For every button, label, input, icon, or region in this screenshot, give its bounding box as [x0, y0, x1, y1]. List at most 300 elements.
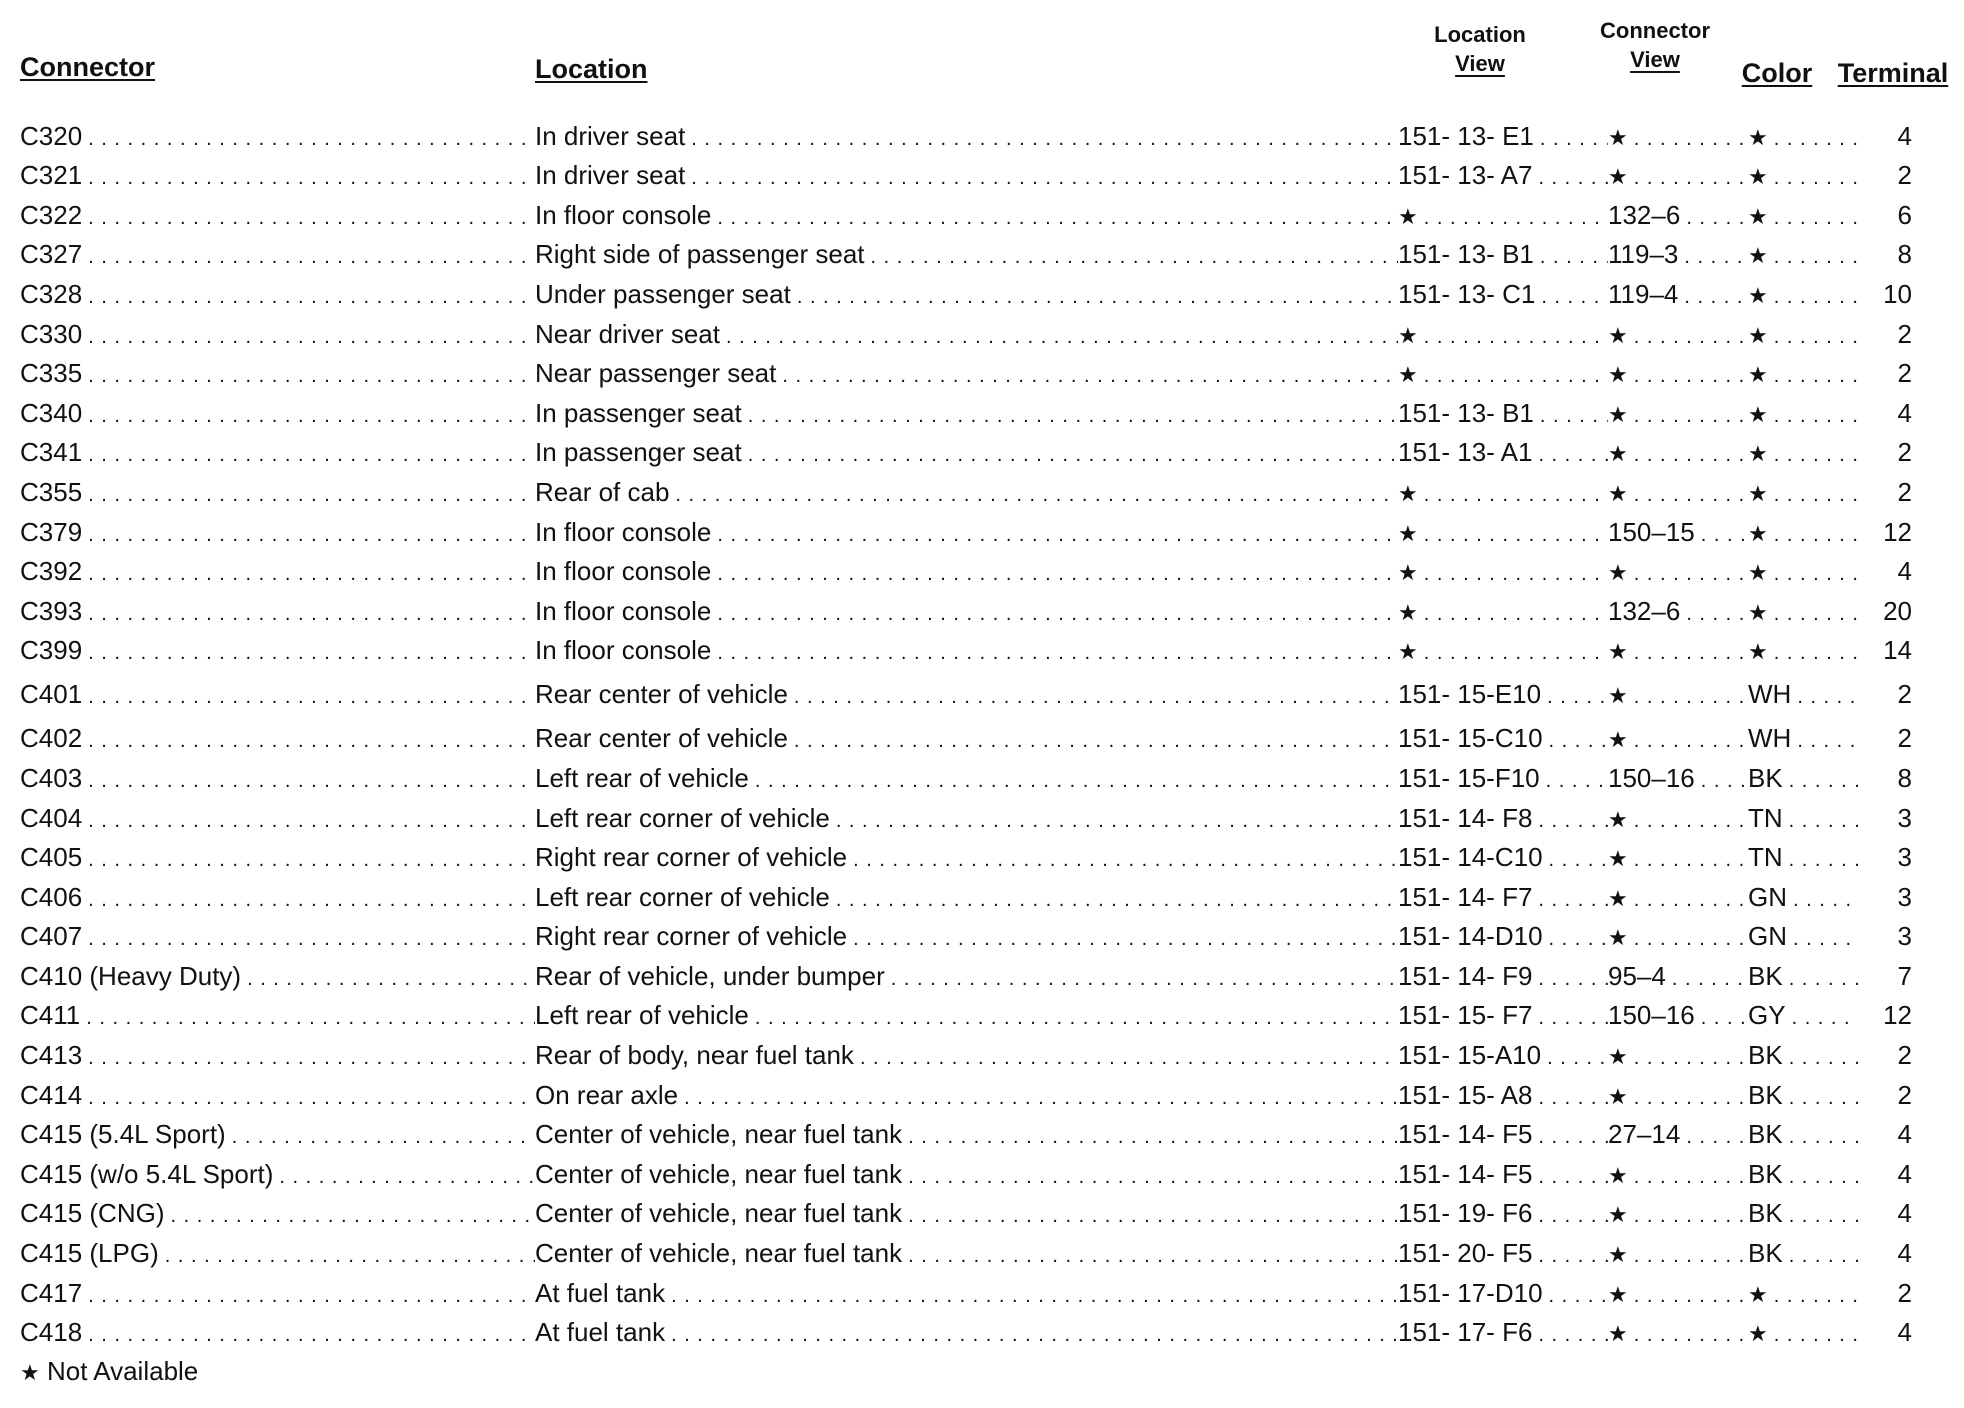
- cell-terminal: [1858, 1000, 1918, 1031]
- cell-color: [1748, 635, 1858, 666]
- cell-color-text: ★: [1748, 362, 1768, 388]
- dot-leader: [88, 556, 535, 587]
- dot-leader: [1793, 882, 1858, 913]
- header-connector-view-line1: Connector: [1600, 18, 1710, 43]
- cell-terminal-text: 4: [1897, 556, 1912, 587]
- cell-location-text: Left rear of vehicle: [535, 762, 749, 793]
- cell-connector-view-text: ★: [1608, 1162, 1628, 1188]
- dot-leader: [1549, 723, 1608, 754]
- dot-leader: [1789, 1080, 1858, 1111]
- table-row: [20, 794, 1950, 834]
- cell-connector-view: [1608, 961, 1748, 992]
- dot-leader: [88, 1040, 535, 1071]
- cell-terminal-text: 8: [1897, 762, 1912, 793]
- cell-color: [1748, 1238, 1858, 1269]
- dot-leader: [88, 398, 535, 429]
- cell-location-text: Left rear of vehicle: [535, 1000, 749, 1031]
- star-icon: ★: [20, 1360, 40, 1385]
- table-row: [20, 389, 1950, 429]
- dot-leader: [1424, 517, 1608, 548]
- table-row: [20, 873, 1950, 913]
- dot-leader: [88, 763, 535, 794]
- table-row: [20, 710, 1950, 754]
- dot-leader: [1774, 477, 1858, 508]
- cell-location-view: [1398, 679, 1608, 710]
- cell-color-text: ★: [1748, 1321, 1768, 1347]
- cell-location-text: On rear axle: [535, 1079, 679, 1110]
- cell-terminal: [1858, 803, 1918, 834]
- cell-connector-text: C410 (Heavy Duty): [20, 960, 242, 991]
- cell-terminal: [1858, 1159, 1918, 1190]
- dot-leader: [1549, 1278, 1608, 1309]
- cell-location-text: Rear of cab: [535, 476, 670, 507]
- dot-leader: [1634, 635, 1748, 666]
- cell-color-text: BK: [1748, 1079, 1783, 1110]
- cell-location-view-text: 151- 14- F9: [1398, 960, 1533, 991]
- cell-color: [1748, 160, 1858, 191]
- dot-leader: [1424, 596, 1608, 627]
- cell-location: [535, 1119, 1398, 1150]
- cell-color-text: ★: [1748, 520, 1768, 546]
- dot-leader: [88, 842, 535, 873]
- cell-color-text: ★: [1748, 282, 1768, 308]
- cell-location-text: In driver seat: [535, 160, 686, 191]
- cell-location-text: At fuel tank: [535, 1277, 666, 1308]
- cell-connector: [20, 961, 535, 992]
- cell-color-text: ★: [1748, 560, 1768, 586]
- table-row: [20, 231, 1950, 271]
- cell-connector: [20, 1119, 535, 1150]
- dot-leader: [1774, 437, 1858, 468]
- dot-leader: [671, 1278, 1398, 1309]
- cell-location: [535, 763, 1398, 794]
- dot-leader: [794, 723, 1398, 754]
- cell-color: [1748, 200, 1858, 231]
- table-row: [20, 508, 1950, 548]
- cell-color: [1748, 121, 1858, 152]
- cell-location-view-text: ★: [1398, 599, 1418, 625]
- cell-connector-text: C413: [20, 1040, 83, 1071]
- dot-leader: [1540, 239, 1608, 270]
- cell-connector: [20, 842, 535, 873]
- cell-connector: [20, 279, 535, 310]
- dot-leader: [1538, 1198, 1608, 1229]
- header-connector: Connector: [20, 52, 155, 82]
- cell-location-view: [1398, 437, 1608, 468]
- cell-connector-view-text: ★: [1608, 322, 1628, 348]
- cell-location-text: Center of vehicle, near fuel tank: [535, 1198, 903, 1229]
- cell-terminal: [1858, 763, 1918, 794]
- dot-leader: [1686, 200, 1748, 231]
- cell-location-text: Near driver seat: [535, 318, 720, 349]
- table-row: [20, 1031, 1950, 1071]
- dot-leader: [1634, 556, 1748, 587]
- dot-leader: [1549, 921, 1608, 952]
- cell-color: [1748, 723, 1858, 754]
- cell-location-view-text: ★: [1398, 560, 1418, 586]
- cell-terminal: [1858, 517, 1918, 548]
- cell-connector-view: [1608, 1159, 1748, 1190]
- table-row: [20, 1071, 1950, 1111]
- cell-location: [535, 803, 1398, 834]
- dot-leader: [1792, 1000, 1858, 1031]
- dot-leader: [1774, 635, 1858, 666]
- cell-color-text: BK: [1748, 762, 1783, 793]
- cell-connector-text: C328: [20, 278, 83, 309]
- dot-leader: [1424, 556, 1608, 587]
- dot-leader: [88, 1080, 535, 1111]
- cell-location-text: Rear center of vehicle: [535, 723, 788, 754]
- cell-location-view: [1398, 921, 1608, 952]
- cell-location-text: Left rear corner of vehicle: [535, 881, 830, 912]
- cell-terminal-text: 2: [1897, 1040, 1912, 1071]
- cell-location-text: Rear of vehicle, under bumper: [535, 960, 885, 991]
- cell-terminal-text: 7: [1897, 960, 1912, 991]
- dot-leader: [88, 121, 535, 152]
- dot-leader: [1684, 279, 1748, 310]
- cell-location: [535, 1317, 1398, 1348]
- dot-leader: [165, 1238, 535, 1269]
- cell-location: [535, 358, 1398, 389]
- dot-leader: [717, 556, 1398, 587]
- dot-leader: [1538, 437, 1608, 468]
- cell-location-view: [1398, 1159, 1608, 1190]
- dot-leader: [1538, 1317, 1608, 1348]
- cell-connector-view-text: ★: [1608, 124, 1628, 150]
- cell-location-text: Rear of body, near fuel tank: [535, 1040, 854, 1071]
- table-row: [20, 1229, 1950, 1269]
- cell-terminal: [1858, 961, 1918, 992]
- table-row: [20, 913, 1950, 953]
- cell-location-view-text: ★: [1398, 520, 1418, 546]
- cell-color-text: TN: [1748, 842, 1783, 873]
- dot-leader: [1424, 358, 1608, 389]
- cell-connector: [20, 596, 535, 627]
- cell-location-view: [1398, 842, 1608, 873]
- cell-location-text: Rear center of vehicle: [535, 679, 788, 710]
- cell-color-text: GN: [1748, 921, 1787, 952]
- cell-connector-text: C404: [20, 802, 83, 833]
- cell-terminal: [1858, 121, 1918, 152]
- cell-connector-view: [1608, 596, 1748, 627]
- cell-location-view-text: 151- 13- B1: [1398, 397, 1534, 428]
- cell-location: [535, 1080, 1398, 1111]
- cell-connector-view-text: ★: [1608, 1242, 1628, 1268]
- dot-leader: [1538, 882, 1608, 913]
- dot-leader: [1634, 398, 1748, 429]
- cell-location-text: Right rear corner of vehicle: [535, 921, 848, 952]
- dot-leader: [1424, 635, 1608, 666]
- cell-color-text: GN: [1748, 881, 1787, 912]
- cell-location-view: [1398, 961, 1608, 992]
- cell-location-text: At fuel tank: [535, 1317, 666, 1348]
- dot-leader: [1634, 1040, 1748, 1071]
- cell-location-text: Right side of passenger seat: [535, 239, 865, 270]
- cell-connector-view: [1608, 723, 1748, 754]
- dot-leader: [88, 1317, 535, 1348]
- dot-leader: [1547, 679, 1608, 710]
- cell-color-text: ★: [1748, 1281, 1768, 1307]
- dot-leader: [88, 437, 535, 468]
- cell-location: [535, 556, 1398, 587]
- dot-leader: [88, 723, 535, 754]
- cell-connector-text: C393: [20, 595, 83, 626]
- cell-connector-text: C322: [20, 199, 83, 230]
- dot-leader: [1538, 1080, 1608, 1111]
- dot-leader: [88, 319, 535, 350]
- cell-terminal: [1858, 319, 1918, 350]
- cell-terminal-text: 2: [1897, 437, 1912, 468]
- cell-connector: [20, 1040, 535, 1071]
- cell-location-view: [1398, 556, 1608, 587]
- cell-location: [535, 596, 1398, 627]
- cell-location-view-text: 151- 15- A8: [1398, 1079, 1533, 1110]
- dot-leader: [1774, 319, 1858, 350]
- table-row: [20, 310, 1950, 350]
- cell-terminal-text: 4: [1897, 397, 1912, 428]
- cell-color: [1748, 477, 1858, 508]
- cell-connector: [20, 1317, 535, 1348]
- cell-color: [1748, 1159, 1858, 1190]
- dot-leader: [1789, 1119, 1858, 1150]
- dot-leader: [691, 160, 1398, 191]
- cell-color: [1748, 763, 1858, 794]
- cell-connector: [20, 358, 535, 389]
- cell-connector: [20, 517, 535, 548]
- cell-location-text: In passenger seat: [535, 437, 742, 468]
- dot-leader: [1634, 437, 1748, 468]
- cell-terminal: [1858, 1080, 1918, 1111]
- dot-leader: [1686, 596, 1748, 627]
- cell-location-view: [1398, 1040, 1608, 1071]
- cell-location: [535, 635, 1398, 666]
- cell-terminal-text: 3: [1897, 802, 1912, 833]
- cell-connector-view-text: ★: [1608, 1202, 1628, 1228]
- cell-color: [1748, 1198, 1858, 1229]
- cell-location: [535, 1198, 1398, 1229]
- cell-location-view: [1398, 882, 1608, 913]
- dot-leader: [1634, 319, 1748, 350]
- cell-terminal: [1858, 723, 1918, 754]
- dot-leader: [1774, 517, 1858, 548]
- cell-connector-view-text: ★: [1608, 480, 1628, 506]
- cell-terminal: [1858, 1317, 1918, 1348]
- cell-location-view: [1398, 517, 1608, 548]
- table-row: [20, 548, 1950, 588]
- cell-connector: [20, 200, 535, 231]
- cell-terminal: [1858, 437, 1918, 468]
- dot-leader: [1774, 1278, 1858, 1309]
- cell-location-text: Center of vehicle, near fuel tank: [535, 1158, 903, 1189]
- cell-terminal: [1858, 1119, 1918, 1150]
- table-row: [20, 112, 1950, 152]
- cell-connector-view-text: 95–4: [1608, 960, 1666, 991]
- cell-connector-view: [1608, 842, 1748, 873]
- cell-terminal: [1858, 556, 1918, 587]
- cell-color-text: ★: [1748, 441, 1768, 467]
- dot-leader: [1797, 679, 1858, 710]
- header-location-view-line1: Location: [1434, 22, 1526, 47]
- cell-location-text: In floor console: [535, 595, 712, 626]
- dot-leader: [1538, 160, 1608, 191]
- cell-connector-view-text: 150–16: [1608, 762, 1695, 793]
- cell-connector-view-text: ★: [1608, 639, 1628, 665]
- cell-terminal: [1858, 358, 1918, 389]
- dot-leader: [88, 679, 535, 710]
- cell-connector-view: [1608, 679, 1748, 710]
- cell-terminal-text: 4: [1897, 1198, 1912, 1229]
- cell-connector-text: C335: [20, 358, 83, 389]
- cell-connector: [20, 882, 535, 913]
- dot-leader: [891, 961, 1398, 992]
- cell-color: [1748, 1119, 1858, 1150]
- table-row: [20, 952, 1950, 992]
- cell-color: [1748, 319, 1858, 350]
- dot-leader: [1789, 961, 1858, 992]
- dot-leader: [794, 679, 1398, 710]
- cell-connector: [20, 121, 535, 152]
- cell-location-text: In driver seat: [535, 120, 686, 151]
- dot-leader: [1540, 398, 1608, 429]
- header-location-view-line2: View: [1455, 51, 1505, 76]
- cell-terminal-text: 3: [1897, 921, 1912, 952]
- cell-connector-view: [1608, 556, 1748, 587]
- dot-leader: [1774, 596, 1858, 627]
- cell-connector-view-text: ★: [1608, 846, 1628, 872]
- cell-connector-text: C417: [20, 1277, 83, 1308]
- cell-connector-view-text: ★: [1608, 925, 1628, 951]
- cell-terminal: [1858, 398, 1918, 429]
- dot-leader: [748, 398, 1398, 429]
- cell-color: [1748, 279, 1858, 310]
- cell-location: [535, 319, 1398, 350]
- cell-terminal: [1858, 477, 1918, 508]
- cell-location-view-text: ★: [1398, 203, 1418, 229]
- dot-leader: [1546, 763, 1608, 794]
- table-row: [20, 1111, 1950, 1151]
- table-row: [20, 587, 1950, 627]
- table-row: [20, 191, 1950, 231]
- cell-connector-text: C414: [20, 1079, 83, 1110]
- dot-leader: [279, 1159, 535, 1190]
- cell-color: [1748, 882, 1858, 913]
- table-row: [20, 350, 1950, 390]
- cell-connector-text: C327: [20, 239, 83, 270]
- dot-leader: [1701, 517, 1748, 548]
- table-row: [20, 627, 1950, 667]
- cell-location: [535, 517, 1398, 548]
- cell-connector-view-text: ★: [1608, 362, 1628, 388]
- cell-color: [1748, 921, 1858, 952]
- cell-color: [1748, 1278, 1858, 1309]
- dot-leader: [853, 842, 1398, 873]
- dot-leader: [1538, 1159, 1608, 1190]
- cell-location-view-text: 151- 14- F8: [1398, 802, 1533, 833]
- cell-connector: [20, 763, 535, 794]
- cell-color-text: ★: [1748, 401, 1768, 427]
- table-row: [20, 754, 1950, 794]
- dot-leader: [671, 1317, 1398, 1348]
- cell-color-text: WH: [1748, 723, 1792, 754]
- table-header: [20, 14, 1950, 112]
- dot-leader: [88, 160, 535, 191]
- cell-location-view-text: 151- 13- B1: [1398, 239, 1534, 270]
- cell-connector-text: C407: [20, 921, 83, 952]
- dot-leader: [88, 882, 535, 913]
- cell-connector-text: C415 (5.4L Sport): [20, 1119, 226, 1150]
- table-row: [20, 429, 1950, 469]
- dot-leader: [1634, 921, 1748, 952]
- cell-connector-view: [1608, 1317, 1748, 1348]
- dot-leader: [1793, 921, 1858, 952]
- dot-leader: [1634, 1198, 1748, 1229]
- cell-connector: [20, 239, 535, 270]
- cell-connector-view: [1608, 1000, 1748, 1031]
- table-row: [20, 270, 1950, 310]
- cell-location-view-text: 151- 13- A7: [1398, 160, 1533, 191]
- dot-leader: [1634, 121, 1748, 152]
- dot-leader: [1424, 477, 1608, 508]
- cell-connector-text: C418: [20, 1317, 83, 1348]
- cell-terminal: [1858, 679, 1918, 710]
- dot-leader: [88, 200, 535, 231]
- dot-leader: [908, 1198, 1398, 1229]
- cell-terminal-text: 4: [1897, 120, 1912, 151]
- cell-location-view: [1398, 200, 1608, 231]
- cell-connector-text: C411: [20, 1000, 81, 1031]
- cell-connector: [20, 437, 535, 468]
- cell-terminal: [1858, 842, 1918, 873]
- dot-leader: [1774, 200, 1858, 231]
- dot-leader: [675, 477, 1398, 508]
- cell-connector-view: [1608, 1040, 1748, 1071]
- cell-connector-text: C399: [20, 635, 83, 666]
- dot-leader: [1701, 1000, 1748, 1031]
- cell-color: [1748, 596, 1858, 627]
- dot-leader: [1774, 160, 1858, 191]
- cell-connector-text: C405: [20, 842, 83, 873]
- cell-connector-text: C415 (CNG): [20, 1198, 165, 1229]
- cell-location: [535, 842, 1398, 873]
- cell-connector-view: [1608, 398, 1748, 429]
- cell-connector-view: [1608, 160, 1748, 191]
- dot-leader: [691, 121, 1398, 152]
- footnote: [20, 1356, 198, 1387]
- cell-color-text: BK: [1748, 1040, 1783, 1071]
- dot-leader: [1538, 803, 1608, 834]
- cell-terminal: [1858, 596, 1918, 627]
- cell-location-view: [1398, 635, 1608, 666]
- cell-connector-view-text: 119–3: [1608, 239, 1679, 270]
- dot-leader: [836, 803, 1398, 834]
- dot-leader: [88, 358, 535, 389]
- dot-leader: [1424, 319, 1608, 350]
- dot-leader: [88, 803, 535, 834]
- cell-connector-text: C320: [20, 120, 83, 151]
- cell-location-view: [1398, 1119, 1608, 1150]
- table-row: [20, 992, 1950, 1032]
- dot-leader: [1634, 842, 1748, 873]
- cell-location-view-text: 151- 15- F7: [1398, 1000, 1533, 1031]
- cell-color-text: ★: [1748, 322, 1768, 348]
- dot-leader: [1634, 1080, 1748, 1111]
- cell-terminal-text: 8: [1897, 239, 1912, 270]
- cell-location-view: [1398, 358, 1608, 389]
- cell-location: [535, 200, 1398, 231]
- cell-connector-text: C402: [20, 723, 83, 754]
- cell-location-view-text: 151- 17- F6: [1398, 1317, 1533, 1348]
- cell-connector-view: [1608, 921, 1748, 952]
